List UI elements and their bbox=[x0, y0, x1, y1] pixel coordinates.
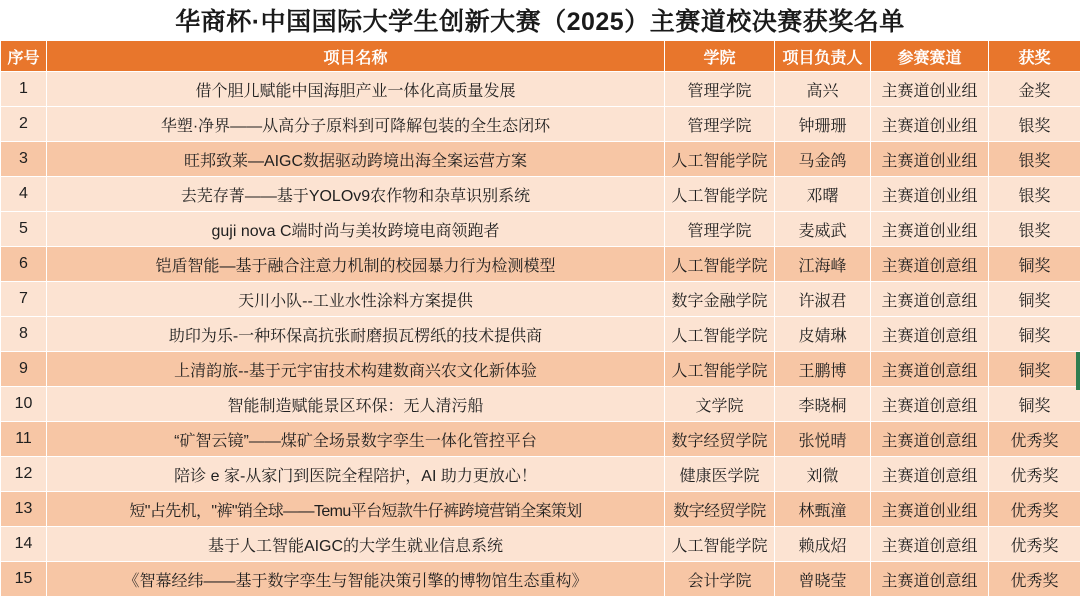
table-row bbox=[1, 562, 1080, 597]
cell-project: 上清韵旅--基于元宇宙技术构建数商兴农文化新体验 bbox=[47, 352, 665, 387]
cell-leader: 李晓桐 bbox=[775, 387, 871, 422]
cell-no: 11 bbox=[1, 422, 47, 457]
table-row bbox=[1, 142, 1080, 177]
column-header-project: 项目名称 bbox=[47, 41, 665, 72]
cell-no: 7 bbox=[1, 282, 47, 317]
column-header-leader: 项目负责人 bbox=[775, 41, 871, 72]
cell-project: 借个胆儿赋能中国海胆产业一体化高质量发展 bbox=[47, 72, 665, 107]
cell-no: 5 bbox=[1, 212, 47, 247]
cell-award: 优秀奖 bbox=[989, 492, 1080, 527]
cell-award: 银奖 bbox=[989, 177, 1080, 212]
cell-award: 金奖 bbox=[989, 72, 1080, 107]
cell-leader: 麦威武 bbox=[775, 212, 871, 247]
cell-project: “矿智云镜”——煤矿全场景数字孪生一体化管控平台 bbox=[47, 422, 665, 457]
edge-marker bbox=[1076, 352, 1080, 390]
cell-award: 银奖 bbox=[989, 107, 1080, 142]
cell-award: 铜奖 bbox=[989, 352, 1080, 387]
cell-leader: 邓曙 bbox=[775, 177, 871, 212]
column-header-award: 获奖 bbox=[989, 41, 1080, 72]
cell-track: 主赛道创业组 bbox=[871, 72, 989, 107]
column-header-no: 序号 bbox=[1, 41, 47, 72]
cell-leader: 张悦晴 bbox=[775, 422, 871, 457]
table-row bbox=[1, 282, 1080, 317]
cell-no: 8 bbox=[1, 317, 47, 352]
award-table bbox=[0, 40, 1080, 597]
cell-college: 数字金融学院 bbox=[665, 282, 775, 317]
cell-track: 主赛道创意组 bbox=[871, 527, 989, 562]
cell-leader: 林甄潼 bbox=[775, 492, 871, 527]
cell-award: 银奖 bbox=[989, 142, 1080, 177]
cell-project: 铠盾智能—基于融合注意力机制的校园暴力行为检测模型 bbox=[47, 247, 665, 282]
cell-project: guji nova C端时尚与美妆跨境电商领跑者 bbox=[47, 212, 665, 247]
table-row bbox=[1, 177, 1080, 212]
table-row bbox=[1, 527, 1080, 562]
page-title-bar bbox=[0, 0, 1080, 40]
table-row bbox=[1, 457, 1080, 492]
cell-track: 主赛道创意组 bbox=[871, 282, 989, 317]
cell-college: 人工智能学院 bbox=[665, 177, 775, 212]
cell-track: 主赛道创意组 bbox=[871, 352, 989, 387]
cell-college: 数字经贸学院 bbox=[665, 422, 775, 457]
cell-no: 14 bbox=[1, 527, 47, 562]
table-header-row bbox=[1, 41, 1080, 72]
cell-college: 人工智能学院 bbox=[665, 352, 775, 387]
cell-leader: 马金鸽 bbox=[775, 142, 871, 177]
cell-track: 主赛道创意组 bbox=[871, 562, 989, 597]
cell-leader: 曾晓莹 bbox=[775, 562, 871, 597]
cell-project: 华塑·净界——从高分子原料到可降解包装的全生态闭环 bbox=[47, 107, 665, 142]
cell-college: 管理学院 bbox=[665, 107, 775, 142]
cell-leader: 江海峰 bbox=[775, 247, 871, 282]
table-row bbox=[1, 107, 1080, 142]
table-body bbox=[1, 72, 1080, 597]
table-row bbox=[1, 212, 1080, 247]
cell-college: 人工智能学院 bbox=[665, 527, 775, 562]
cell-award: 优秀奖 bbox=[989, 527, 1080, 562]
cell-track: 主赛道创意组 bbox=[871, 457, 989, 492]
cell-award: 优秀奖 bbox=[989, 457, 1080, 492]
table-row bbox=[1, 352, 1080, 387]
column-header-college: 学院 bbox=[665, 41, 775, 72]
cell-leader: 赖成炤 bbox=[775, 527, 871, 562]
cell-leader: 许淑君 bbox=[775, 282, 871, 317]
cell-leader: 刘微 bbox=[775, 457, 871, 492]
cell-track: 主赛道创业组 bbox=[871, 212, 989, 247]
cell-college: 健康医学院 bbox=[665, 457, 775, 492]
cell-no: 10 bbox=[1, 387, 47, 422]
table-row bbox=[1, 387, 1080, 422]
cell-project: 基于人工智能AIGC的大学生就业信息系统 bbox=[47, 527, 665, 562]
cell-leader: 王鹏博 bbox=[775, 352, 871, 387]
table-row bbox=[1, 492, 1080, 527]
cell-award: 优秀奖 bbox=[989, 422, 1080, 457]
table-row bbox=[1, 317, 1080, 352]
cell-no: 15 bbox=[1, 562, 47, 597]
cell-leader: 高兴 bbox=[775, 72, 871, 107]
page-title: 华商杯·中国国际大学生创新大赛（2025）主赛道校决赛获奖名单 bbox=[175, 8, 905, 36]
cell-no: 12 bbox=[1, 457, 47, 492]
cell-project: 助印为乐-一种环保高抗张耐磨损瓦楞纸的技术提供商 bbox=[47, 317, 665, 352]
cell-no: 2 bbox=[1, 107, 47, 142]
table-row bbox=[1, 422, 1080, 457]
cell-project: 陪诊 e 家-从家门到医院全程陪护，AI 助力更放心！ bbox=[47, 457, 665, 492]
cell-track: 主赛道创业组 bbox=[871, 177, 989, 212]
cell-award: 优秀奖 bbox=[989, 562, 1080, 597]
cell-leader: 钟珊珊 bbox=[775, 107, 871, 142]
cell-project: 智能制造赋能景区环保：无人清污船 bbox=[47, 387, 665, 422]
cell-no: 4 bbox=[1, 177, 47, 212]
cell-project: 旺邦致莱—AIGC数据驱动跨境出海全案运营方案 bbox=[47, 142, 665, 177]
cell-no: 6 bbox=[1, 247, 47, 282]
cell-college: 管理学院 bbox=[665, 72, 775, 107]
cell-track: 主赛道创业组 bbox=[871, 142, 989, 177]
cell-project: 短"占先机，"裤"销全球——Temu平台短款牛仔裤跨境营销全案策划 bbox=[47, 492, 665, 527]
cell-award: 铜奖 bbox=[989, 282, 1080, 317]
cell-leader: 皮婧琳 bbox=[775, 317, 871, 352]
cell-track: 主赛道创业组 bbox=[871, 107, 989, 142]
cell-college: 人工智能学院 bbox=[665, 317, 775, 352]
cell-award: 铜奖 bbox=[989, 387, 1080, 422]
cell-award: 银奖 bbox=[989, 212, 1080, 247]
cell-track: 主赛道创业组 bbox=[871, 492, 989, 527]
cell-track: 主赛道创意组 bbox=[871, 387, 989, 422]
cell-no: 9 bbox=[1, 352, 47, 387]
cell-track: 主赛道创意组 bbox=[871, 247, 989, 282]
cell-no: 3 bbox=[1, 142, 47, 177]
table-header bbox=[1, 41, 1080, 72]
column-header-track: 参赛赛道 bbox=[871, 41, 989, 72]
cell-no: 13 bbox=[1, 492, 47, 527]
cell-college: 人工智能学院 bbox=[665, 247, 775, 282]
cell-college: 会计学院 bbox=[665, 562, 775, 597]
cell-award: 铜奖 bbox=[989, 247, 1080, 282]
cell-college: 数字经贸学院 bbox=[665, 492, 775, 527]
cell-award: 铜奖 bbox=[989, 317, 1080, 352]
cell-college: 人工智能学院 bbox=[665, 142, 775, 177]
cell-project: 去芜存菁——基于YOLOv9农作物和杂草识别系统 bbox=[47, 177, 665, 212]
cell-track: 主赛道创意组 bbox=[871, 317, 989, 352]
cell-project: 《智幕经纬——基于数字孪生与智能决策引擎的博物馆生态重构》 bbox=[47, 562, 665, 597]
table-row bbox=[1, 247, 1080, 282]
cell-track: 主赛道创意组 bbox=[871, 422, 989, 457]
cell-no: 1 bbox=[1, 72, 47, 107]
cell-college: 文学院 bbox=[665, 387, 775, 422]
cell-college: 管理学院 bbox=[665, 212, 775, 247]
cell-project: 天川小队--工业水性涂料方案提供 bbox=[47, 282, 665, 317]
table-row bbox=[1, 72, 1080, 107]
